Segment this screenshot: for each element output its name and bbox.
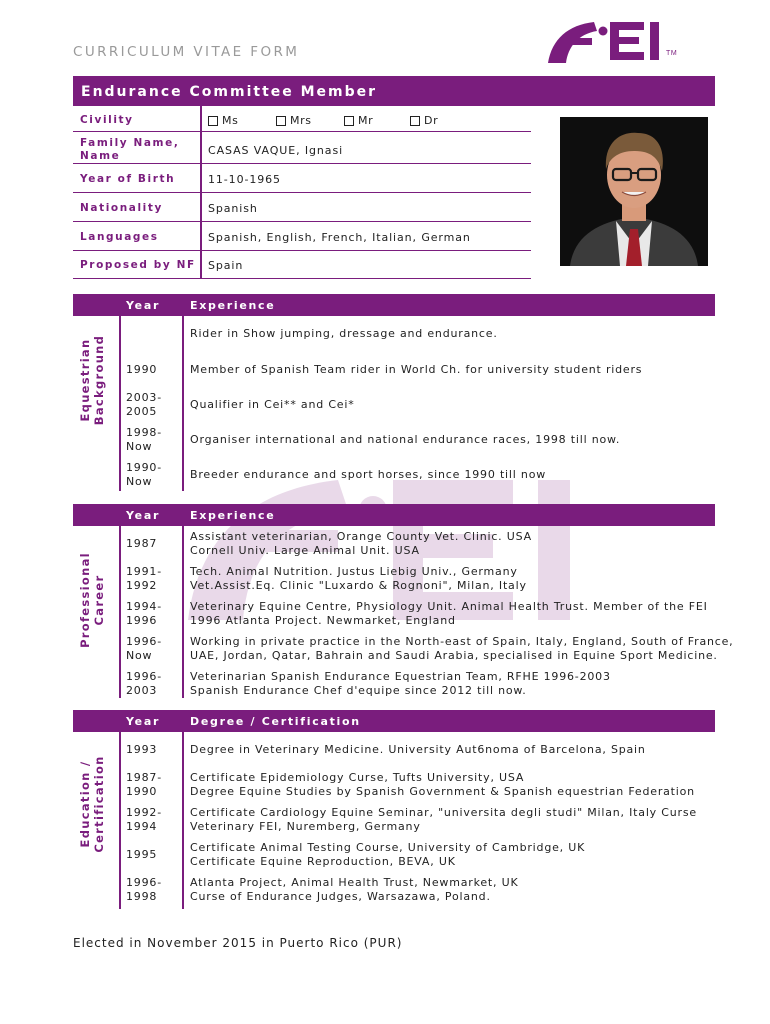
equestrian-side-label: Equestrian Background <box>78 334 106 426</box>
proposed-value: Spain <box>208 259 244 272</box>
equestrian-row-year: 1998- Now <box>126 426 162 453</box>
proposed-row <box>73 251 531 279</box>
equestrian-mid-line <box>182 316 184 491</box>
education-row-year: 1987- 1990 <box>126 771 162 798</box>
checkbox-mr[interactable] <box>344 116 354 126</box>
languages-value: Spanish, English, French, Italian, German <box>208 231 471 244</box>
family-name-value: CASAS VAQUE, Ignasi <box>208 144 344 157</box>
education-mid-line <box>182 732 184 909</box>
birth-value: 11-10-1965 <box>208 173 281 186</box>
education-row-text: Atlanta Project, Animal Health Trust, Newmarket, UK Curse of Endurance Judges, Warsazawa, Poland. <box>190 876 519 903</box>
proposed-label: Proposed by NF <box>80 259 196 271</box>
equestrian-side-cap <box>73 294 118 316</box>
education-row-year: 1992- 1994 <box>126 806 162 833</box>
professional-row-text: Working in private practice in the North-east of Spain, Italy, England, South of France, UAE, Jordan, Qatar, Bahrain and Saudi Arabia, specialised in Equine Sport Medicine. <box>190 635 734 662</box>
civility-option-ms[interactable]: Ms <box>208 114 238 127</box>
professional-header-bar <box>73 504 715 526</box>
civility-option-mr[interactable]: Mr <box>344 114 373 127</box>
professional-year-header: Year <box>126 509 161 522</box>
professional-row-text: Assistant veterinarian, Orange County Vet. Clinic. USA Cornell Univ. Large Animal Unit. USA <box>190 530 532 557</box>
education-row-text: Certificate Epidemiology Curse, Tufts University, USA Degree Equine Studies by Spanish Government & Spanish equestrian Federation <box>190 771 695 798</box>
equestrian-year-header: Year <box>126 299 161 312</box>
professional-row-year: 1996- 2003 <box>126 670 162 697</box>
equestrian-row-year: 1990- Now <box>126 461 162 488</box>
education-year-header: Year <box>126 715 161 728</box>
education-row-year: 1996- 1998 <box>126 876 162 903</box>
equestrian-experience-header: Experience <box>190 299 276 312</box>
education-left-line <box>119 732 121 909</box>
education-row-year: 1995 <box>126 848 158 861</box>
logo-tm: TM <box>666 50 678 57</box>
professional-experience-header: Experience <box>190 509 276 522</box>
professional-row-year: 1987 <box>126 537 158 550</box>
identity-divider <box>200 106 202 279</box>
professional-row-text: Veterinary Equine Centre, Physiology Unit. Animal Health Trust. Member of the FEI 1996 Atlanta Project. Newmarket, England <box>190 600 708 627</box>
education-side-label: Education / Certification <box>78 755 106 853</box>
nationality-label: Nationality <box>80 202 163 214</box>
equestrian-row-year: 2003- 2005 <box>126 391 162 418</box>
professional-left-line <box>119 526 121 698</box>
education-side-cap <box>73 710 118 732</box>
nationality-row <box>73 193 531 222</box>
equestrian-header-bar <box>73 294 715 316</box>
equestrian-row-text: Breeder endurance and sport horses, since 1990 till now <box>190 468 547 481</box>
form-title: CURRICULUM VITAE FORM <box>73 44 300 60</box>
checkbox-dr[interactable] <box>410 116 420 126</box>
family-name-row <box>73 132 531 164</box>
fei-logo <box>546 19 696 63</box>
civility-label: Civility <box>80 114 134 126</box>
equestrian-row-text: Rider in Show jumping, dressage and endurance. <box>190 327 498 340</box>
education-row-text: Certificate Cardiology Equine Seminar, "universita degli studi" Milan, Italy Curse Veterinary FEI, Nuremberg, Germany <box>190 806 697 833</box>
equestrian-row-text: Qualifier in Cei** and Cei* <box>190 398 355 411</box>
equestrian-row-year: 1990 <box>126 363 158 376</box>
professional-side-cap <box>73 504 118 526</box>
professional-side-label: Professional Career <box>78 552 106 648</box>
professional-row-year: 1994- 1996 <box>126 600 162 627</box>
education-row-text: Certificate Animal Testing Course, University of Cambridge, UK Certificate Equine Reproduction, BEVA, UK <box>190 841 586 868</box>
equestrian-row-text: Member of Spanish Team rider in World Ch. for university student riders <box>190 363 643 376</box>
education-degree-header: Degree / Certification <box>190 715 361 728</box>
professional-row-text: Tech. Animal Nutrition. Justus Liebig Univ., Germany Vet.Assist.Eq. Clinic "Luxardo & Rognoni", Milan, Italy <box>190 565 527 592</box>
equestrian-left-line <box>119 316 121 491</box>
professional-row-text: Veterinarian Spanish Endurance Equestrian Team, RFHE 1996-2003 Spanish Endurance Chef d'equipe since 2012 till now. <box>190 670 611 697</box>
civility-option-dr[interactable]: Dr <box>410 114 438 127</box>
languages-label: Languages <box>80 231 159 243</box>
election-note: Elected in November 2015 in Puerto Rico (PUR) <box>73 936 403 950</box>
education-header-bar <box>73 710 715 732</box>
nationality-value: Spanish <box>208 202 258 215</box>
equestrian-row-text: Organiser international and national endurance races, 1998 till now. <box>190 433 621 446</box>
birth-label: Year of Birth <box>80 173 176 185</box>
education-row-year: 1993 <box>126 743 158 756</box>
professional-row-year: 1991- 1992 <box>126 565 162 592</box>
profile-photo <box>560 117 708 266</box>
family-name-label: Family Name, Name <box>80 137 180 162</box>
checkbox-ms[interactable] <box>208 116 218 126</box>
birth-row <box>73 164 531 193</box>
professional-row-year: 1996- Now <box>126 635 162 662</box>
header-title: Endurance Committee Member <box>73 76 715 106</box>
civility-option-mrs[interactable]: Mrs <box>276 114 312 127</box>
education-row-text: Degree in Veterinary Medicine. University Aut6noma of Barcelona, Spain <box>190 743 646 756</box>
professional-mid-line <box>182 526 184 698</box>
languages-row <box>73 222 531 251</box>
checkbox-mrs[interactable] <box>276 116 286 126</box>
